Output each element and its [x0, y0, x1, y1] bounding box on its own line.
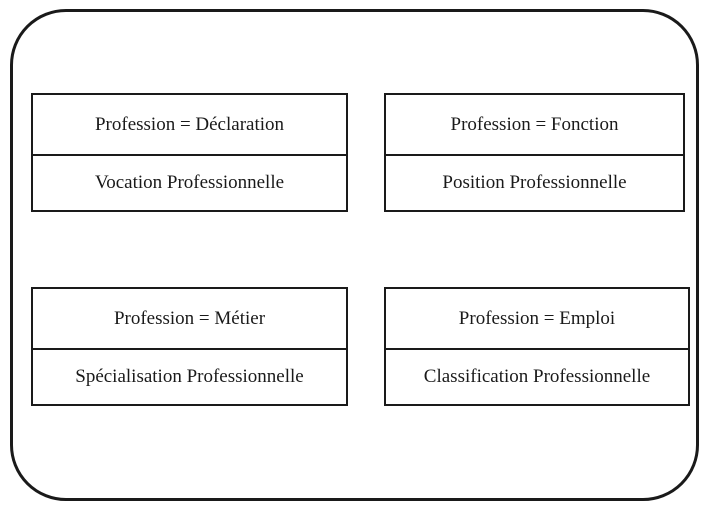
- card-fonction: [384, 93, 685, 212]
- card-title: Profession = Fonction: [450, 114, 619, 135]
- card-title: Profession = Déclaration: [94, 114, 285, 135]
- card-declaration: [31, 93, 348, 212]
- card-title: Profession = Métier: [113, 308, 266, 329]
- outer-rounded-frame: [10, 9, 699, 501]
- card-subtitle: Position Professionnelle: [442, 171, 627, 193]
- card-subtitle: Classification Professionnelle: [423, 365, 651, 387]
- card-emploi: [384, 287, 690, 406]
- card-metier: [31, 287, 348, 406]
- card-title: Profession = Emploi: [458, 308, 616, 329]
- card-subtitle: Vocation Professionnelle: [94, 171, 285, 193]
- card-subtitle: Spécialisation Professionnelle: [75, 365, 304, 387]
